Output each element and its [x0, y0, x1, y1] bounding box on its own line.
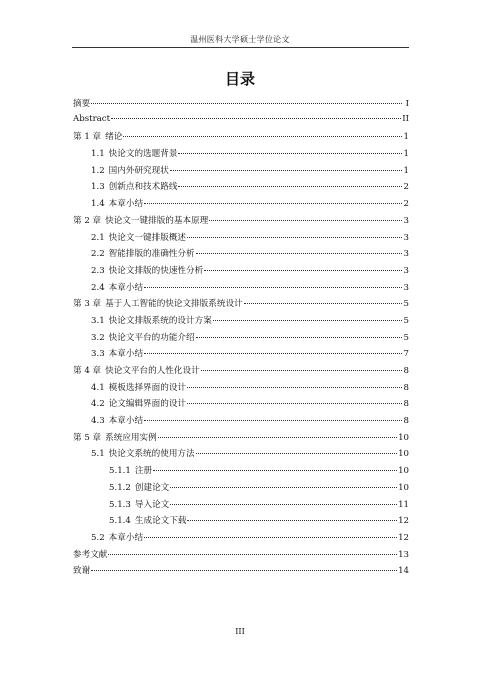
- toc-entry[interactable]: [73, 180, 409, 197]
- toc-entry-number: 1.3: [91, 182, 105, 193]
- toc-entry-number: 5.1.1: [109, 466, 131, 477]
- toc-entry-page: 11: [398, 499, 409, 510]
- toc-entry-page: 3: [403, 265, 409, 276]
- table-of-contents: [73, 97, 409, 581]
- toc-leader-dots: [213, 320, 402, 321]
- toc-entry-number: 4.1: [91, 382, 105, 393]
- toc-leader-dots: [153, 470, 397, 471]
- toc-leader-dots: [187, 520, 397, 521]
- toc-entry[interactable]: [73, 281, 409, 298]
- toc-leader-dots: [204, 270, 402, 271]
- toc-entry-page: 10: [398, 466, 409, 477]
- toc-leader-dots: [187, 403, 402, 404]
- toc-entry-page: 12: [398, 532, 409, 543]
- toc-leader-dots: [91, 103, 402, 104]
- toc-leader-dots: [111, 118, 401, 119]
- toc-entry-title: 创新点和技术路线: [108, 182, 178, 193]
- toc-leader-dots: [144, 287, 402, 288]
- toc-entry-page: 3: [403, 232, 409, 243]
- toc-entry-number: 1.2: [91, 165, 105, 176]
- toc-entry[interactable]: [73, 564, 409, 581]
- toc-entry-number: 2.1: [91, 232, 105, 243]
- header-rule: [72, 47, 409, 48]
- toc-leader-dots: [91, 570, 397, 571]
- toc-entry-title: 参考文献: [73, 549, 108, 560]
- toc-entry-page: 13: [398, 549, 409, 560]
- toc-leader-dots: [196, 453, 397, 454]
- toc-entry-page: 10: [398, 482, 409, 493]
- toc-entry-title: 快论文一键排版的基本原理: [105, 215, 209, 226]
- toc-leader-dots: [170, 504, 397, 505]
- toc-entry-title: 基于人工智能的快论文排版系统设计: [105, 299, 243, 310]
- toc-entry-number: 3.3: [91, 349, 105, 360]
- toc-entry-title: 系统应用实例: [105, 432, 157, 443]
- toc-leader-dots: [123, 136, 402, 137]
- toc-entry[interactable]: [73, 381, 409, 398]
- toc-entry[interactable]: [73, 414, 409, 431]
- toc-entry-page: 3: [403, 249, 409, 260]
- toc-entry[interactable]: [73, 548, 409, 565]
- toc-entry-title: Abstract: [73, 113, 111, 124]
- toc-leader-dots: [144, 203, 402, 204]
- toc-entry-number: 1.4: [91, 199, 105, 210]
- toc-entry-number: 5.1.3: [109, 499, 131, 510]
- toc-entry-title: 致谢: [73, 566, 91, 577]
- toc-leader-dots: [178, 153, 402, 154]
- toc-entry-title: 绪论: [105, 132, 123, 143]
- toc-entry[interactable]: [73, 347, 409, 364]
- toc-entry-page: 3: [403, 282, 409, 293]
- toc-entry-number: 5.2: [91, 532, 105, 543]
- toc-entry-page: 10: [398, 432, 409, 443]
- toc-leader-dots: [187, 387, 402, 388]
- toc-entry[interactable]: [73, 481, 409, 498]
- toc-entry[interactable]: [73, 464, 409, 481]
- toc-entry-number: 4.3: [91, 416, 105, 427]
- toc-entry-title: 快论文系统的使用方法: [108, 449, 195, 460]
- toc-entry[interactable]: [73, 397, 409, 414]
- toc-leader-dots: [196, 253, 402, 254]
- toc-entry-title: 本章小结: [108, 282, 144, 293]
- toc-entry-page: 12: [398, 516, 409, 527]
- toc-entry-number: 2.4: [91, 282, 105, 293]
- toc-leader-dots: [187, 237, 402, 238]
- toc-entry-number: 4.2: [91, 399, 105, 410]
- toc-entry-title: 本章小结: [108, 532, 144, 543]
- toc-entry-title: 快论文平台的功能介绍: [108, 332, 195, 343]
- toc-entry-title: 创建论文: [134, 482, 170, 493]
- toc-entry[interactable]: [73, 114, 409, 131]
- toc-entry-number: 5.1: [91, 449, 105, 460]
- page-number: III: [235, 627, 245, 636]
- toc-entry[interactable]: [73, 498, 409, 515]
- toc-entry[interactable]: [73, 164, 409, 181]
- toc-entry[interactable]: [73, 97, 409, 114]
- toc-leader-dots: [144, 353, 402, 354]
- toc-leader-dots: [170, 170, 402, 171]
- toc-leader-dots: [209, 220, 402, 221]
- toc-leader-dots: [244, 303, 402, 304]
- toc-entry-number: 3.1: [91, 315, 105, 326]
- toc-entry-number: 3.2: [91, 332, 105, 343]
- toc-entry-title: 国内外研究现状: [108, 165, 169, 176]
- toc-entry-number: 第 3 章: [73, 299, 102, 310]
- toc-entry[interactable]: [73, 514, 409, 531]
- toc-leader-dots: [158, 437, 397, 438]
- toc-leader-dots: [144, 537, 397, 538]
- toc-entry-number: 5.1.4: [109, 516, 131, 527]
- toc-entry-number: 1.1: [91, 149, 105, 160]
- toc-leader-dots: [196, 337, 402, 338]
- toc-entry-title: 本章小结: [108, 349, 144, 360]
- toc-entry-number: 2.3: [91, 265, 105, 276]
- toc-entry[interactable]: [73, 130, 409, 147]
- toc-entry-page: 1: [403, 165, 409, 176]
- toc-entry[interactable]: [73, 231, 409, 248]
- toc-entry-number: 2.2: [91, 249, 105, 260]
- toc-entry-title: 本章小结: [108, 416, 144, 427]
- toc-entry[interactable]: [73, 147, 409, 164]
- toc-entry[interactable]: [73, 247, 409, 264]
- toc-entry-page: 10: [398, 449, 409, 460]
- toc-leader-dots: [170, 487, 397, 488]
- toc-entry-page: 8: [403, 382, 409, 393]
- toc-entry-page: 8: [403, 366, 409, 376]
- toc-leader-dots: [201, 370, 402, 371]
- toc-entry-page: 5: [403, 315, 409, 326]
- toc-entry-page: 7: [403, 349, 409, 360]
- toc-entry-title: 摘要: [73, 99, 91, 109]
- toc-entry[interactable]: [73, 197, 409, 214]
- toc-entry-title: 本章小结: [108, 199, 144, 210]
- toc-entry[interactable]: [73, 447, 409, 464]
- toc-entry[interactable]: [73, 264, 409, 281]
- toc-entry-title: 论文编辑界面的设计: [108, 399, 187, 410]
- page-title: 目录: [224, 70, 255, 88]
- toc-entry-page: 1: [403, 132, 409, 143]
- toc-entry-title: 生成论文下载: [134, 516, 187, 527]
- toc-entry-page: I: [405, 99, 409, 109]
- toc-entry-page: 5: [403, 332, 409, 343]
- toc-entry[interactable]: [73, 314, 409, 331]
- toc-entry-title: 导入论文: [134, 499, 170, 510]
- toc-entry[interactable]: [73, 331, 409, 348]
- toc-entry-number: 第 4 章: [73, 366, 102, 376]
- toc-entry[interactable]: [73, 364, 409, 381]
- toc-entry[interactable]: [73, 297, 409, 314]
- toc-entry-title: 快论文平台的人性化设计: [105, 366, 200, 376]
- toc-entry-page: 3: [403, 215, 409, 226]
- toc-entry[interactable]: [73, 214, 409, 231]
- toc-entry-number: 第 5 章: [73, 432, 102, 443]
- toc-entry-page: II: [402, 113, 409, 124]
- toc-entry-page: 8: [403, 416, 409, 427]
- running-header: 温州医科大学硕士学位论文: [190, 35, 290, 44]
- toc-entry-number: 第 1 章: [73, 132, 102, 143]
- toc-entry-number: 5.1.2: [109, 482, 131, 493]
- toc-entry-page: 14: [398, 566, 409, 577]
- toc-leader-dots: [108, 554, 397, 555]
- toc-entry-title: 快论文排版系统的设计方案: [108, 315, 212, 326]
- toc-leader-dots: [144, 420, 402, 421]
- toc-entry-page: 8: [403, 399, 409, 410]
- toc-entry-page: 2: [403, 199, 409, 210]
- toc-entry-title: 快论文排版的快速性分析: [108, 265, 204, 276]
- toc-entry-page: 5: [403, 299, 409, 310]
- toc-entry-title: 快论文的选题背景: [108, 149, 178, 160]
- toc-entry-title: 模板选择界面的设计: [108, 382, 187, 393]
- toc-entry-title: 注册: [134, 466, 153, 477]
- toc-entry-page: 1: [403, 149, 409, 160]
- toc-entry-number: 第 2 章: [73, 215, 102, 226]
- toc-entry-title: 快论文一键排版概述: [108, 232, 187, 243]
- toc-entry[interactable]: [73, 431, 409, 448]
- toc-entry-title: 智能排版的准确性分析: [108, 249, 195, 260]
- toc-entry[interactable]: [73, 531, 409, 548]
- toc-leader-dots: [178, 186, 402, 187]
- toc-entry-page: 2: [403, 182, 409, 193]
